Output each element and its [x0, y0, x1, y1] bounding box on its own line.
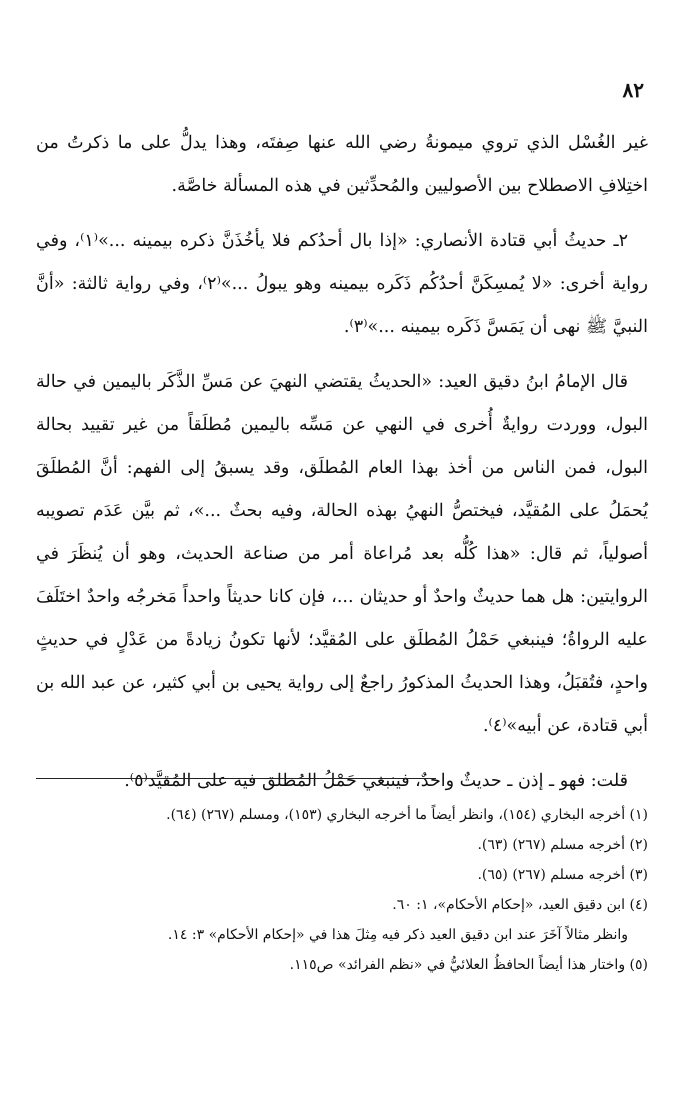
footnote-divider [36, 778, 436, 779]
book-page [36, 0, 648, 1114]
footnotes [36, 800, 648, 980]
page-number: ٨٢ [622, 78, 644, 102]
paragraph-2: ٢ـ حديثُ أبي قتادة الأنصاري: «إذا بال أحدُكم فلا يأخُذَنَّ ذكره بيمينه ...»⁽١⁾، وفي رواية أخرى: «لا يُمسِكَنَّ أحدُكُم ذَكَره بيمينه وهو يبولُ ...»⁽٢⁾، وفي رواية ثالثة: «أنَّ النبيَّ ﷺ نهى أن يَمَسَّ ذَكَره بيمينه ...»⁽٣⁾. [36, 231, 649, 337]
footnote-4: (٤) ابن دقيق العيد، «إحكام الأحكام»، ١: ٦٠. [392, 897, 648, 913]
paragraph-1: غير الغُسْل الذي تروي ميمونةُ رضي الله عنها صِفتَه، وهذا يدلُّ على ما ذكرتُ من اختِلافِ الاصطلاح بين الأصوليين والمُحدِّثين في هذه المسألة خاصَّة. [36, 133, 648, 196]
footnote-4-continuation: وانظر مثالاً آخَرَ عند ابن دقيق العيد ذكر فيه مِثلَ هذا في «إحكام الأحكام» ٣: ١٤. [167, 927, 628, 943]
paragraph-3: قال الإمامُ ابنُ دقيق العيد: «الحديثُ يقتضي النهيَ عن مَسِّ الذَّكَر باليمين في حالة البول، ووردت روايةٌ أُخرى في النهي عن مَسِّه باليمين مُطلَقاً من غير تقييد بحالة البول، فمن الناس من أخذ بهذا العام المُطلَق، وقد يسبقُ إلى الفهم: أنَّ المُطلَقَ يُحمَلُ على المُقيَّد، فيختصُّ النهيُ بهذه الحالة، وفيه بحثٌ ...»، ثم بيَّن عَدَم تصويبه أصولياً، ثم قال: «هذا كُلُّه بعد مُراعاة أمر من صناعة الحديث، وهو أن يُنظَرَ في الروايتين: هل هما حديثٌ واحدٌ أو حديثان ...، فإن كانا حديثاً واحداً مَخرجُه واحدٌ اختَلَفَ عليه الرواةُ؛ فينبغي حَمْلُ المُطلَق على المُقيَّد؛ لأنها تكونُ زيادةً من عَدْلٍ في حديثٍ واحدٍ، فتُقبَلُ، وهذا الحديثُ المذكورُ راجعٌ إلى رواية يحيى بن أبي كثير، عن عبد الله بن أبي قتادة، عن أبيه»⁽٤⁾. [36, 372, 648, 736]
footnote-5: (٥) واختار هذا أيضاً الحافظُ العلائيُّ في «نظم الفرائد» ص١١٥. [289, 957, 648, 973]
footnote-3: (٣) أخرجه مسلم (٢٦٧) (٦٥). [477, 867, 648, 883]
footnote-2: (٢) أخرجه مسلم (٢٦٧) (٦٣). [477, 837, 648, 853]
paragraph-4: قلت: فهو ـ إذن ـ حديثٌ واحدٌ، فينبغي حَمْلُ المُطلق فيه على المُقيَّد⁽٥⁾. [124, 771, 628, 791]
main-text [36, 122, 648, 815]
footnote-1: (١) أخرجه البخاري (١٥٤)، وانظر أيضاً ما أخرجه البخاري (١٥٣)، ومسلم (٢٦٧) (٦٤). [166, 807, 648, 823]
